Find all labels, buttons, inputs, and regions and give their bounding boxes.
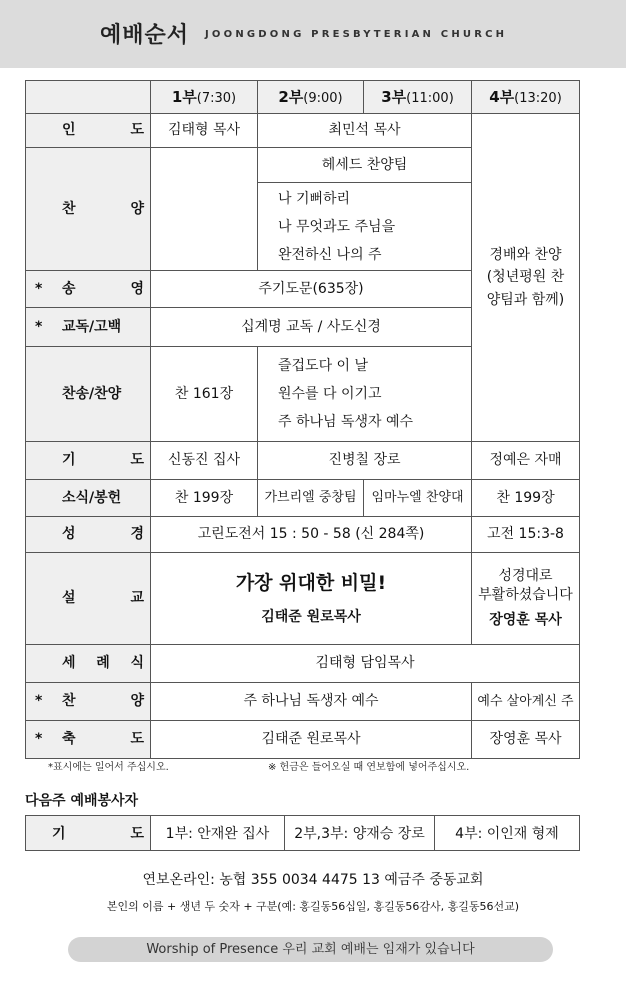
- row-label: 세 례 식: [26, 645, 151, 683]
- row-label: 기 도: [26, 816, 151, 851]
- next-week-s23: 2부,3부: 양재승 장로: [285, 816, 435, 851]
- lead-s1: 김태형 목사: [151, 114, 258, 148]
- scripture-s123: 고린도전서 15 : 50 - 58 (신 284쪽): [151, 517, 472, 553]
- next-week-s4: 4부: 이인재 형제: [435, 816, 580, 851]
- row-label: * 송 영: [26, 271, 151, 308]
- next-week-row: [26, 816, 580, 851]
- sermon-s4: [472, 553, 580, 645]
- row-label: * 축 도: [26, 721, 151, 759]
- sermon-s4-preacher: 장영훈 목사: [489, 611, 562, 628]
- offering-note: ※ 헌금은 들어오실 때 연보함에 넣어주십시오.: [268, 762, 470, 773]
- sermon-s4-title-1: 성경대로: [498, 568, 553, 585]
- page-header: [0, 0, 626, 68]
- sermon-preacher: 김태준 원로목사: [261, 608, 361, 625]
- next-week-title: 다음주 예배봉사자: [25, 793, 139, 809]
- row-label: 찬송/찬양: [26, 347, 151, 442]
- prayer-s1: 신동진 집사: [151, 442, 258, 480]
- song-item: 완전하신 나의 주: [278, 246, 382, 263]
- header-blank: [26, 81, 151, 114]
- row-label: * 찬 양: [26, 683, 151, 721]
- worship-order-table: [25, 80, 580, 759]
- online-offering-account: 연보온라인: 농협 355 0034 4475 13 예금주 중동교회: [142, 872, 484, 888]
- praise-songs: [258, 183, 472, 271]
- hymn-s1: 찬 161장: [151, 347, 258, 442]
- offering-s1: 찬 199장: [151, 480, 258, 517]
- song-item: 나 기뻐하리: [278, 190, 351, 207]
- sermon-title: 가장 위대한 비밀!: [235, 571, 387, 594]
- row-label: 성 경: [26, 517, 151, 553]
- sermon-s123: [151, 553, 472, 645]
- service-2-header: 2부(9:00): [258, 81, 364, 114]
- prayer-s23: 진병칠 장로: [258, 442, 472, 480]
- row-closing-hymn: [26, 683, 580, 721]
- footer-banner: Worship of Presence 우리 교회 예배는 임재가 있습니다: [68, 937, 553, 962]
- next-week-table: [25, 815, 580, 851]
- baptism-value: 김태형 담임목사: [151, 645, 580, 683]
- online-offering-instructions: 본인의 이름 + 생년 두 숫자 + 구분(예: 홍길동56십일, 홍길동56감사, 홍길동56선교): [106, 900, 520, 913]
- row-lead: [26, 114, 580, 148]
- offering-s3: 임마누엘 찬양대: [364, 480, 472, 517]
- offering-s2: 가브리엘 중창팀: [258, 480, 364, 517]
- benediction-s123: 김태준 원로목사: [151, 721, 472, 759]
- row-benediction: [26, 721, 580, 759]
- next-week-s1: 1부: 안재완 집사: [151, 816, 285, 851]
- closing-hymn-s123: 주 하나님 독생자 예수: [151, 683, 472, 721]
- row-baptism: [26, 645, 580, 683]
- service-3-header: 3부(11:00): [364, 81, 472, 114]
- row-label: 설 교: [26, 553, 151, 645]
- row-label: 기 도: [26, 442, 151, 480]
- closing-hymn-s4: 예수 살아계신 주: [472, 683, 580, 721]
- service-header-row: [26, 81, 580, 114]
- song-item: 나 무엇과도 주님을: [278, 218, 396, 235]
- row-scripture: [26, 517, 580, 553]
- praise-team: 헤세드 찬양팀: [258, 148, 472, 183]
- row-label: 찬 양: [26, 148, 151, 271]
- row-sermon: [26, 553, 580, 645]
- page-title: 예배순서: [100, 23, 190, 48]
- scripture-s4: 고전 15:3-8: [472, 517, 580, 553]
- confession-value: 십계명 교독 / 사도신경: [151, 308, 472, 347]
- offering-s4: 찬 199장: [472, 480, 580, 517]
- doxology-value: 주기도문(635장): [151, 271, 472, 308]
- service-1-header: 1부(7:30): [151, 81, 258, 114]
- lead-s23: 최민석 목사: [258, 114, 472, 148]
- service-4-header: 4부(13:20): [472, 81, 580, 114]
- row-label: 인 도: [26, 114, 151, 148]
- sermon-s4-title-2: 부활하셨습니다: [478, 587, 573, 604]
- song-item: 즐겁도다 이 날: [278, 358, 369, 374]
- benediction-s4: 장영훈 목사: [472, 721, 580, 759]
- row-label: 소식/봉헌: [26, 480, 151, 517]
- stand-note: *표시에는 일어서 주십시오.: [48, 762, 169, 773]
- hymn-songs: [258, 347, 472, 442]
- song-item: 주 하나님 독생자 예수: [278, 414, 414, 430]
- row-prayer: [26, 442, 580, 480]
- row-offering: [26, 480, 580, 517]
- praise-s1-blank: [151, 148, 258, 271]
- prayer-s4: 정예은 자매: [472, 442, 580, 480]
- church-name: JOONGDONG PRESBYTERIAN CHURCH: [205, 29, 508, 40]
- song-item: 원수를 다 이기고: [278, 386, 382, 402]
- s4-praise: 경배와 찬양 (청년평원 찬양팀과 함께): [472, 114, 580, 442]
- row-label: * 교독/고백: [26, 308, 151, 347]
